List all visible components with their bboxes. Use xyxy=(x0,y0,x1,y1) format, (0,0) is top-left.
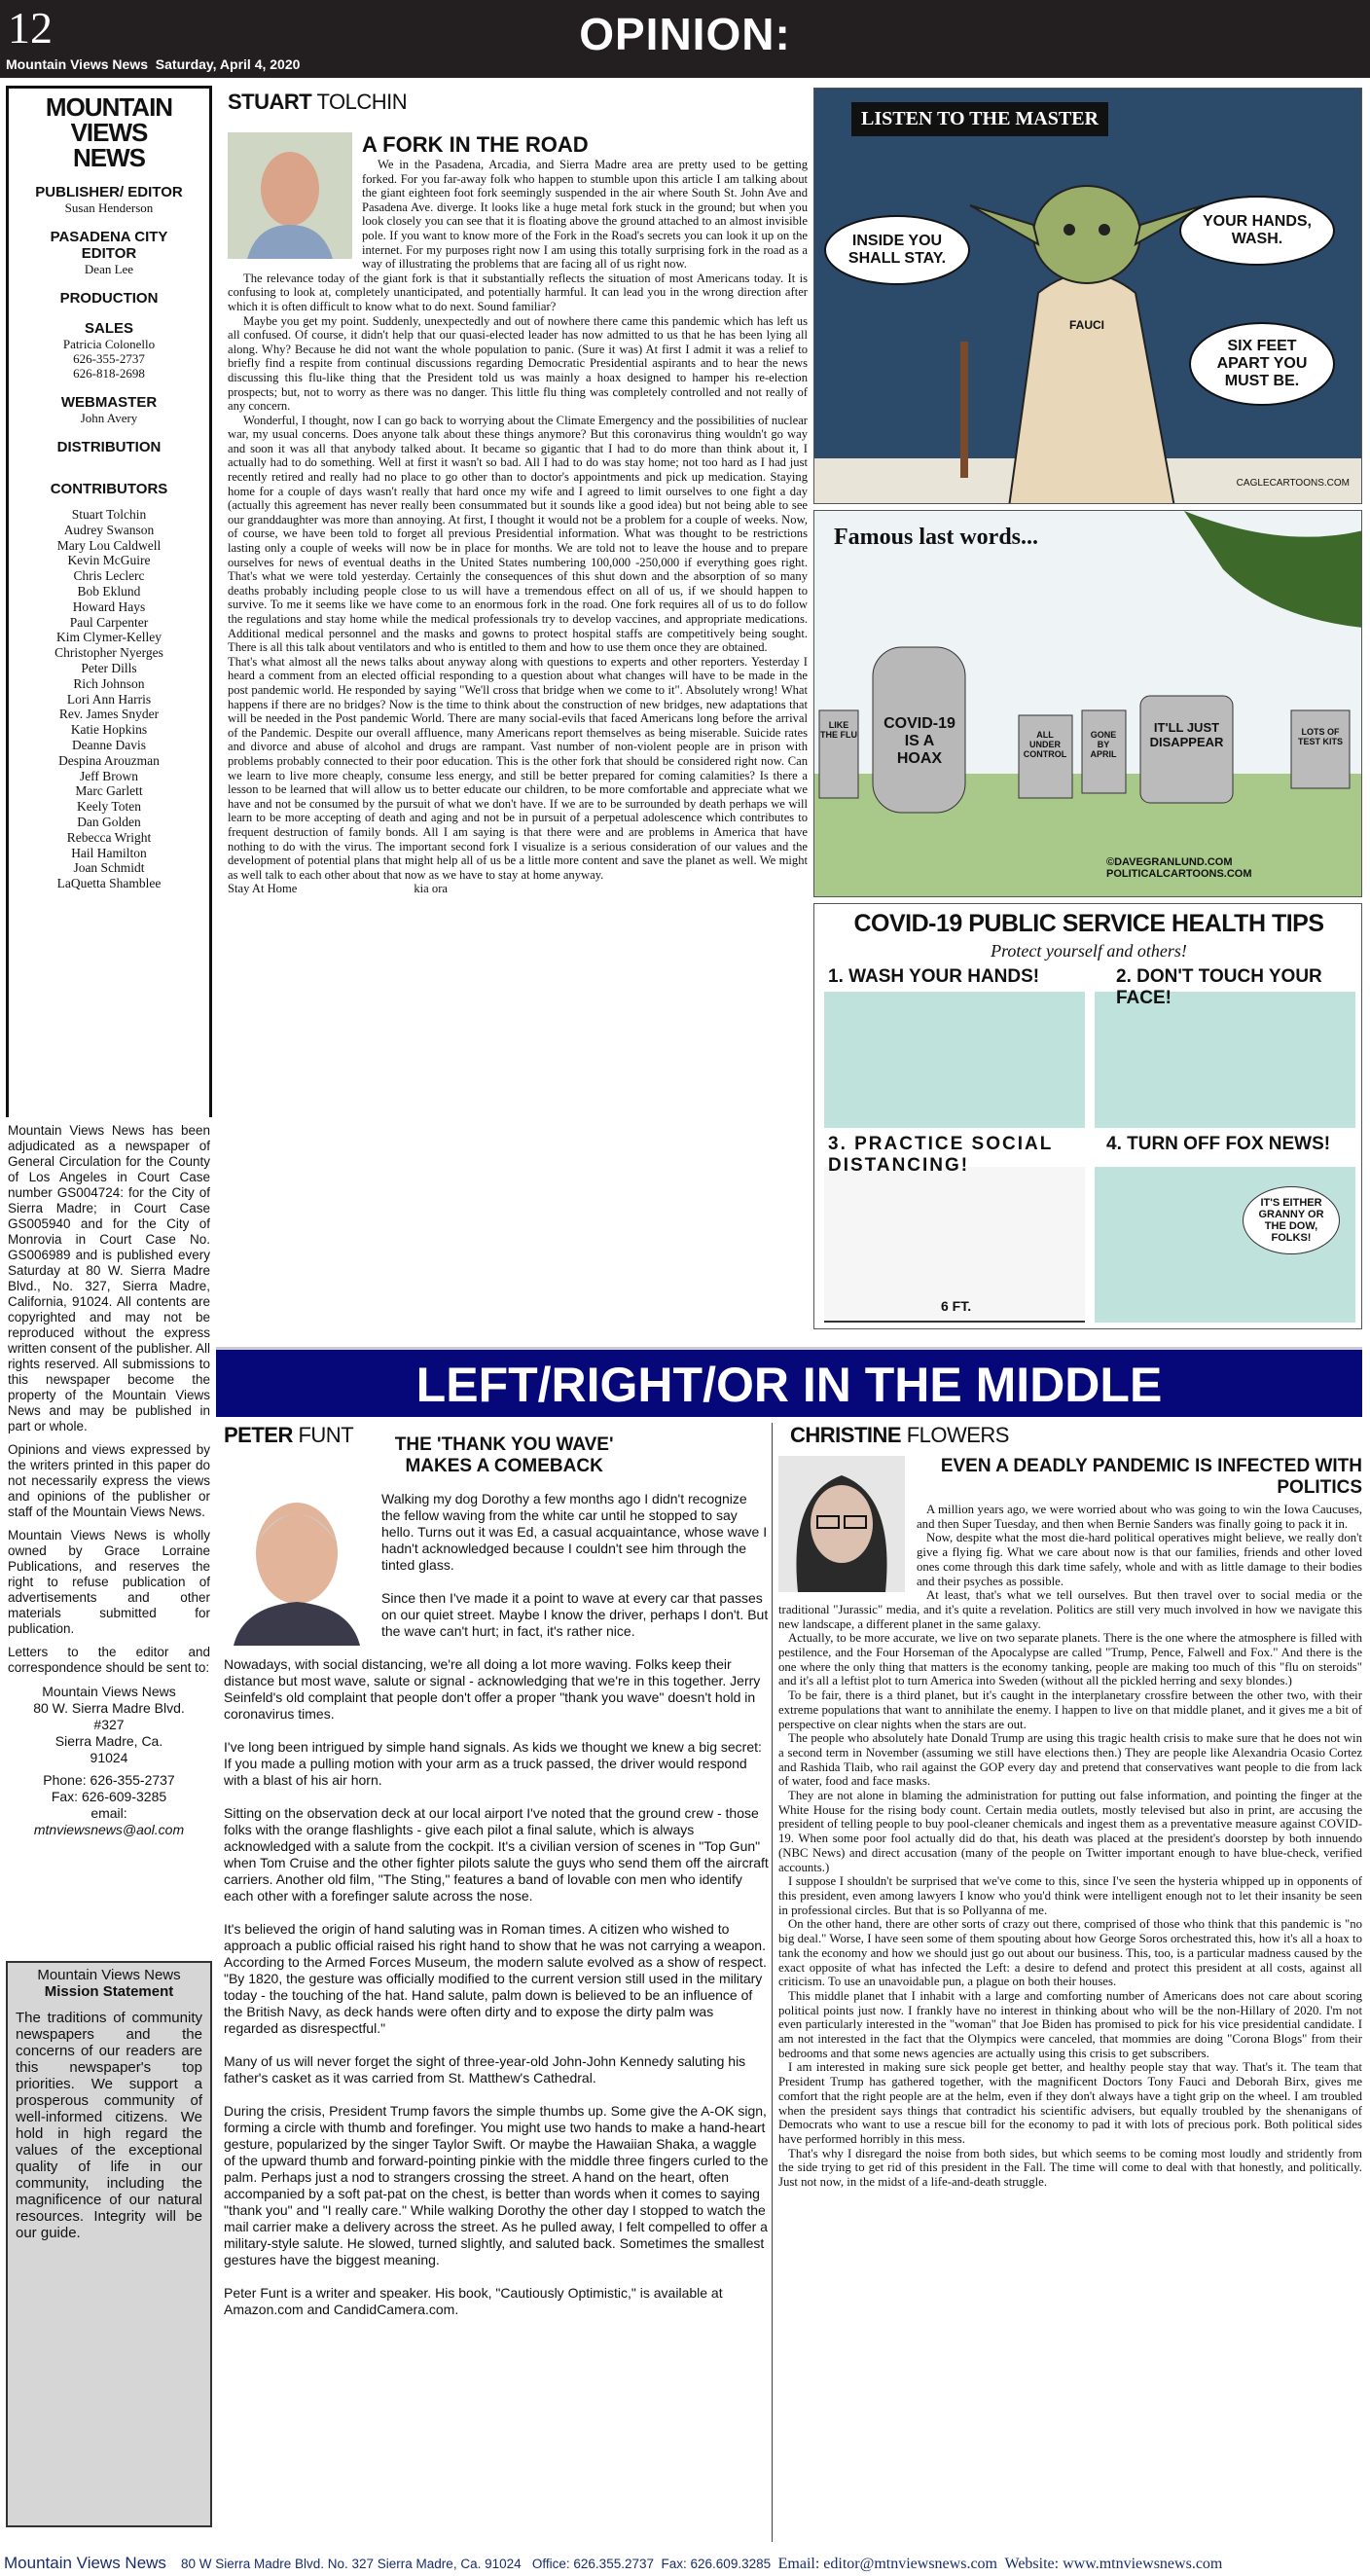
tombstone-text: LOTS OF TEST KITS xyxy=(1297,727,1343,746)
cartoon-title: COVID-19 PUBLIC SERVICE HEALTH TIPS xyxy=(853,910,1324,937)
byline xyxy=(228,90,808,115)
staff-role: PUBLISHER/ EDITOR xyxy=(35,184,183,200)
dateline xyxy=(6,56,300,72)
section-banner: LEFT/RIGHT/OR IN THE MIDDLE xyxy=(216,1347,1362,1417)
article-funt xyxy=(224,1423,769,2335)
article-body xyxy=(778,1503,1362,2190)
cartoons-column xyxy=(813,88,1362,1335)
paragraph: We in the Pasadena, Arcadia, and Sierra Madre area are pretty used to be getting forked. For you far-away folk who happen to stumble upon this article I am talking about the giant eighteen foot fork seemingly suspended in the air where South St. John Ave and Pasadena Ave. diverge. It looks like a huge metal fork stuck in the ground; but when you look closely you can see that it is floating above the ground attached to an almost invisible pole. If you want to know more of the Fork in the Road's secrets you can look it up on the internet. For my purposes right now I am using this totally surprising fork in the road as a way of illustrating the problems that are facing all of us right now. xyxy=(362,158,808,272)
author-photo xyxy=(778,1456,905,1592)
tombstone-text: COVID-19 IS A HOAX xyxy=(883,715,955,767)
paragraph: Walking my dog Dorothy a few months ago I didn't recognize the fellow waving from the white car until he stopped to say hello. Turns out it was Ed, a casual acquaintance, whose wave I hadn't acknowledged because I couldn't see him through the tinted glass. xyxy=(381,1491,768,1573)
author-first: STUART xyxy=(228,90,312,114)
sidebar-masthead xyxy=(6,86,212,1844)
tip-label: 1. WASH YOUR HANDS! xyxy=(828,966,1040,987)
paragraph: During the crisis, President Trump favors the simple thumbs up. Some give the A-OK sign, forming a circle with thumb and forefinger. You might use two hands to make a hand-heart gesture, popularized by the singer Taylor Swift. Or maybe the Hawaiian Shaka, a waggle of the upward thumb and forward-pointing pinkie with the middle three fingers curled to the palm. Perhaps just a nod to strangers crossing the street. A hand on the heart, often accompanied by a soft pat-pat on the chest, is better than words when it comes to saying "thank you" and "I really care." While walking Dorothy the other day I stopped to watch the mail carrier make a delivery across the street. As he pulled away, I felt compelled to offer a military-style salute. He slowed, turned slightly, and saluted back. Sometimes the smallest gestures have the biggest meaning. xyxy=(224,2103,769,2268)
contact-info: Phone: 626-355-2737 Fax: 626-609-3285 email: xyxy=(43,1772,175,1821)
signoff xyxy=(228,882,808,896)
issue-date: Saturday, April 4, 2020 xyxy=(155,56,301,72)
paragraph: Since then I've made it a point to wave at every car that passes on our quiet street. Maybe I know the driver, perhaps I don't. But the wave can't hurt; in fact, it's rather nice. xyxy=(381,1590,769,1639)
mailing-address: Mountain Views News 80 W. Sierra Madre Blvd. #327 Sierra Madre, Ca. 91024 xyxy=(33,1684,185,1765)
paragraph: A million years ago, we were worried about who was going to win the Iowa Caucuses, and then Super Tuesday, and then when Bernie Sanders was finally going to pack it in. xyxy=(917,1503,1362,1531)
author-last: FUNT xyxy=(298,1423,354,1447)
mission-paper: Mountain Views News xyxy=(37,1967,181,1983)
cartoon-subtitle: Protect yourself and others! xyxy=(991,941,1187,961)
paragraph: Peter Funt is a writer and speaker. His book, "Cautiously Optimistic," is available at Amazon.com and CandidCamera.com. xyxy=(224,2285,723,2317)
mission-text: The traditions of community newspapers and the concerns of our readers are this newspaper's top priorities. We support a prosperous community of well-informed citizens. We hold in high regard the values of the exceptional quality of life in our community, including the magnificence of our natural resources. Integrity will be our guide. xyxy=(16,2010,202,2241)
staff-names: Susan Henderson xyxy=(64,200,154,215)
paragraph: On the other hand, there are other sorts of crazy out there, comprised of those who think that this pandemic is "no big deal." Worse, I have seen some of them spouting about how George Soros orchestrated this, how it's all a hoax to tank the economy and how we should just go out about our business. This, too, is a particular madness caused by the exact opposite of what has infected the Left: a desire to defend and protect this president at all costs, against all criticism. To use an unavoidable pun, a plague on both their houses. xyxy=(778,1917,1362,1989)
speech-bubble: IT'S EITHER GRANNY OR THE DOW, FOLKS! xyxy=(1243,1186,1340,1254)
page-footer xyxy=(4,2554,1366,2573)
footer-fax: Fax: 626.609.3285 xyxy=(661,2557,772,2571)
paragraph: I've long been intrigued by simple hand signals. As kids we thought we knew a big secret: If you made a pulling motion with your arm as a truck passed, the driver would respond with a blast of his air horn. xyxy=(224,1739,762,1788)
cartoon-famous-last-words xyxy=(813,510,1362,897)
footer-office: Office: 626.355.2737 xyxy=(531,2557,654,2571)
staff-role: SALES xyxy=(84,320,133,337)
article-flowers xyxy=(778,1423,1362,2190)
email-link[interactable]: mtnviewsnews@aol.com xyxy=(33,1822,185,1837)
staff-role: PASADENA CITY EDITOR xyxy=(50,229,168,262)
signoff-text: Stay At Home xyxy=(228,882,298,896)
tombstone-text: ALL UNDER CONTROL xyxy=(1023,730,1067,759)
tip-label: 2. DON'T TOUCH YOUR FACE! xyxy=(1116,966,1322,1008)
footer-website[interactable]: Website: www.mtnviewsnews.com xyxy=(1004,2556,1223,2572)
author-photo xyxy=(224,1485,370,1646)
article-tolchin xyxy=(228,90,808,896)
author-last: TOLCHIN xyxy=(316,90,408,114)
footer-address: 80 W Sierra Madre Blvd. No. 327 Sierra Madre, Ca. 91024 xyxy=(180,2557,522,2571)
speech-bubble: YOUR HANDS, WASH. xyxy=(1179,196,1335,266)
author-first: CHRISTINE xyxy=(790,1423,902,1447)
byline xyxy=(790,1423,1362,1448)
distance-label: 6 FT. xyxy=(941,1298,972,1314)
paragraph: I am interested in making sure sick people get better, and healthy people stay that way. That's it. The team that President Trump has gathered together, with the magnificent Doctors Tony Fauci and Deborah Birx, gives me comfort that the right people are at the helm, even if they don't always have a tight grip on the wheel. I am troubled when the president says things that contradict his scientific advisers, but equally troubled by the shenanigans of Democrats who want to use a rescue bill for the economy to pad it with lots of precious pork. Both political sides have performed horribly in this mess. xyxy=(778,2060,1362,2146)
paragraph: The people who absolutely hate Donald Trump are using this tragic health crisis to make sure that he does not win a second term in November (assuming we still have elections then.) They are people like Alexandria Ocasio Cortez and Rashida Tlaib, who rail against the GOP every day and pretend that conservatives want people to die from lack of water, food and face masks. xyxy=(778,1731,1362,1789)
tip-label: 4. TURN OFF FOX NEWS! xyxy=(1106,1134,1331,1154)
cartoon-title: Famous last words... xyxy=(834,525,1039,550)
page-header xyxy=(0,0,1370,78)
staff-names: John Avery xyxy=(80,411,138,425)
staff-role: PRODUCTION xyxy=(59,290,159,307)
paragraph: It's believed the origin of hand saluting was in Roman times. A citizen who wished to approach a public official raised his right hand to show that he was not carrying a weapon. According to the Armed Forces Museum, the modern salute evolved as a show of respect. "By 1820, the gesture was officially modified to the current version still used in the military today - the touching of the hat. Hand salute, palm down is believed to be an influence of the British Navy, as deck hands were often dirty and to expose the dirty palm was regarded as disrespectful." xyxy=(224,1921,767,2036)
paper-name: Mountain Views News xyxy=(6,56,148,72)
byline xyxy=(224,1423,353,1448)
paragraph: Wonderful, I thought, now I can go back to worrying about the Climate Emergency and the possibilities of nuclear war, my usual concerns. Does anyone talk about these things anymore? But this coronavirus thing wouldn't go way and soon it was all that anybody talked about. It became so gigantic that I had to do more than think about it, I actually had to do something. Well at first it wasn't so bad. All I had to do was stay home; not too hard as I had just recently retired and really had no place to go other than to doctor's appointments and pick up medication. Staying home for a couple of days wasn't really that hard once my wife and I agreed to limit ourselves to one fight a day (actually this agreement has never really been consummated but it sounds like a good idea) but not being able to see our granddaughter was more than annoying. At first, I thought it would not be a problem for a couple of weeks. Now, of course, we have been told to forget all previous Presidential information. What was thought to be restrictions lasting only a couple of weeks will now be in place for months. We are told not to leave the house and to prepare ourselves for news of eventual deaths in the United States numbering 100,000 -250,000 if everything goes right. That's what we were told yesterday. Certainly the consequences of this shut down and the absorption of so many deaths probably including people close to us will have a tremendous effect on all of us, if we should happen to survive. To me it seems like we have come to an enormous fork in the road. One fork requires all of us to do follow the regulations and stay home while the medical professionals try to develop vaccines, and appropriate medications. Additional medical personnel and the masks and gowns to protect hospital staffs are competitively being sought. There is all this talk about ventilators and who is entitled to them and how to use them once they are obtained. xyxy=(228,413,808,655)
paragraph: The relevance today of the giant fork is that it substantially reflects the situation of most Americans today. It is confusing to look at, completely unanticipated, and potentially harmful. It can lead you in the wrong direction after which it is often difficult to know what to do next. Sound familiar? xyxy=(228,271,808,313)
mission-heading: Mission Statement xyxy=(44,1983,174,2000)
tombstone-text: LIKE THE FLU xyxy=(820,720,857,740)
tip-panel xyxy=(824,992,1085,1128)
staff-names: Patricia Colonello 626-355-2737 626-818-2698 xyxy=(62,337,156,381)
author-last: FLOWERS xyxy=(906,1423,1009,1447)
tip-panel xyxy=(1095,992,1355,1128)
paragraph: Nowadays, with social distancing, we're all doing a lot more waving. Folks keep their distance but most wave, salute or signal - acknowledging that we're in this together. Jerry Seinfeld's old complaint that people don't offer a proper "thank you wave" doesn't hold in coronavirus times. xyxy=(224,1656,761,1722)
tombstone-text: GONE BY APRIL xyxy=(1090,730,1117,759)
tombstone-text: IT'LL JUST DISAPPEAR xyxy=(1149,720,1224,749)
legal-paragraph: Mountain Views News has been adjudicated as a newspaper of General Circulation for the County of Los Angeles in Court Case number GS004724: for the City of Sierra Madre; in Court Case GS005940 and for the City of Monrovia in Court Case No. GS006989 and is published every Saturday at 80 W. Sierra Madre Blvd., No. 327, Sierra Madre, California, 91024. All contents are copyrighted and may not be reproduced without the express written consent of the publisher. All rights reserved. All submissions to this newspaper become the property of the Mountain Views News and may be published in part or whole. xyxy=(8,1123,210,1433)
footer-paper: Mountain Views News xyxy=(4,2554,166,2572)
paragraph: Now, despite what the most die-hard political operatives might believe, we really don't give a flying fig. What we care about now is that our families, friends and other loved ones come through this dark time safely, whole and with as little damage to their bodies and their psyches as possible. xyxy=(917,1531,1362,1588)
paragraph: They are not alone in blaming the administration for putting out false information, and pointing the finger at the White House for the rising body count. Certain media outlets, mostly televised but also in print, are accusing the president of telling people to buy pool-cleaner chemicals and ingest them as a preventative measure against COVID-19. When some poor fool actually did do that, his death was placed at the president's doorstep by both innuendo (NBC News) and direct accusation (many of the people on Twitter important enough to have blue-check, verified accounts.) xyxy=(778,1789,1362,1874)
author-first: PETER xyxy=(224,1423,293,1447)
article-body xyxy=(228,158,808,896)
contributors-list: Stuart Tolchin Audrey Swanson Mary Lou Caldwell Kevin McGuire Chris Leclerc Bob Eklund Howard Hays Paul Carpenter Kim Clymer-Kelley Christopher Nyerges Peter Dills Rich Johnson Lori Ann Harris Rev. James Snyder Katie Hopkins Deanne Davis Despina Arouzman Jeff Brown Marc Garlett Keely Toten Dan Golden Rebecca Wright Hail Hamilton Joan Schmidt LaQuetta Shamblee xyxy=(54,507,163,891)
paragraph: I suppose I shouldn't be surprised that we've come to this, since I've seen the hysteria whipped up in opponents of this president, even among lawyers I know who you'd think were intelligent enough not to let their insanity be seen in professional circles. But that is so Pollyanna of me. xyxy=(778,1874,1362,1917)
legal-notice xyxy=(6,1123,212,1676)
fauci-label: FAUCI xyxy=(1069,318,1104,332)
article-title: THE 'THANK YOU WAVE' MAKES A COMEBACK xyxy=(394,1434,614,1476)
paragraph: Many of us will never forget the sight of three-year-old John-John Kennedy saluting his father's casket as it was carried from St. Matthew's Cathedral. xyxy=(224,2053,746,2086)
legal-paragraph: Letters to the editor and correspondence should be sent to: xyxy=(8,1645,210,1675)
staff-role: DISTRIBUTION xyxy=(56,439,162,455)
paragraph: Sitting on the observation deck at our local airport I've noted that the ground crew - those folks with the orange flashlights - give each pilot a final salute, which is always acknowledged with a salute from the cockpit. It's a civilian version of scenes in "Top Gun" when Tom Cruise and the other fighter pilots salute the guys who send them off the aircraft carriers. Another old film, "The Sting," features a band of lovable con men who identify each other with a forefinger salute across the nose. xyxy=(224,1805,769,1904)
legal-paragraph: Mountain Views News is wholly owned by Grace Lorraine Publications, and reserves the right to refuse publication of advertisements and other materials submitted for publication. xyxy=(8,1528,210,1636)
speech-bubble: INSIDE YOU SHALL STAY. xyxy=(824,215,970,285)
contributors-heading: CONTRIBUTORS xyxy=(50,481,168,497)
paragraph: That's why I disregard the noise from both sides, but which seems to be coming most loudly and stridently from the side trying to get rid of this president in the Fall. The time will come to deal with that honestly, and politically. Just not now, in the midst of a life-and-death struggle. xyxy=(778,2146,1362,2190)
article-title: EVEN A DEADLY PANDEMIC IS INFECTED WITH POLITICS xyxy=(940,1456,1362,1498)
footer-email[interactable]: Email: editor@mtnviewsnews.com xyxy=(777,2556,997,2572)
cartoon-yoda-fauci xyxy=(813,88,1362,504)
mission-statement xyxy=(6,1961,212,2527)
paragraph: Actually, to be more accurate, we live on two separate planets. There is the one where the atmosphere is filled with pestilence, and the Four Horseman of the Apocalypse are called "Trump, Pence, Falwell and Fox." And there is the one where the only thing that matters is the economy tanking, people are making too much of this "flu on steroids" and it's all a leftist plot to turn America into Sweden (without all the pickled herring and sexy blondes.) xyxy=(778,1631,1362,1688)
paragraph: That's what almost all the news talks about anyway along with questions to experts and other reporters. Yesterday I heard a comment from an elected official responding to a question about what changes will have to be made in the post pandemic world. He responded by saying "We'll cross that bridge when we come to it". Absolutely wrong! What happens if there are no bridges? Now is the time to think about the construction of new bridges, new adaptations that will be needed in the Post pandemic World. There are many social-evils that faced Americans long before the arrival of the Pandemic. Despite our overall affluence, many Americans report themselves as being miserable. Suicide rates and divorce and abuse of alcohol and drugs are rampant. Vast number of non-violent people are in prison with problems probably connected to their poor education. This is the other fork that should be considered right now. Can we learn to live more cheaply, consume less energy, and still be better prepared for coming calamities? Is there a lesson to be learned that will allow us to better educate our children, to be more comfortable and appreciate what we have and not be consumed by the pursuit of what we don't have. If we are to be surrounded by death perhaps we will learn to be more accepting of death and aging and not be in pursuit of a perpetual adolescence which contributes to frequent destruction of family bonds. All I am saying is that there were and are problems in America that have nothing to do with the virus. The important second fork I visualize is a serious consideration of our values and the development of potential plans that might help all of us be a little more content and save the planet as well. We might as well talk to each other about that now as we have to stay at home anyway. xyxy=(228,654,808,882)
speech-bubble: SIX FEET APART YOU MUST BE. xyxy=(1189,322,1335,406)
page-number: 12 xyxy=(8,3,53,53)
column-divider xyxy=(772,1423,773,2542)
paragraph: Maybe you get my point. Suddenly, unexpectedly and out of nowhere there came this pandemic which has left us all confused. Of course, it didn't help that our quasi-elected leader has now admitted to us that he has been lying all along. Why? Because he did not want the whole population to panic. (Sure it was) At first I admit it was a relief to briefly find a respite from continual discussions regarding Democratic Presidential aspirants and to hear the news discussing this flu-like thing that the President told us was mainly a hoax designed to hamper his re-election prospects; but, not to worry as there was no danger. This little flu thing was completely controlled and not really of any concern. xyxy=(228,313,808,414)
staff-role: WEBMASTER xyxy=(60,394,158,411)
paragraph: At least, that's what we tell ourselves. But then travel over to social media or the traditional "Jurassic" media, and it's quite a revelation. Politics are still very much involved in how we navigate this new landscape, a different planet in the same galaxy. xyxy=(778,1588,1362,1631)
masthead-title: MOUNTAIN VIEWS NEWS xyxy=(45,92,173,172)
section-title: OPINION: xyxy=(579,9,791,59)
cartoon-title: LISTEN TO THE MASTER xyxy=(851,102,1108,136)
cartoon-credit: ©DAVEGRANLUND.COM POLITICALCARTOONS.COM xyxy=(1106,856,1252,880)
cartoon-credit: CAGLECARTOONS.COM xyxy=(1236,478,1350,489)
tip-label: 3. PRACTICE SOCIAL DISTANCING! xyxy=(828,1134,1053,1176)
paragraph: This middle planet that I inhabit with a large and comforting number of Americans does not care about scoring political points just now. I frankly have no interest in thinking about who will be the non-Hillary of 2020. I'm not even particularly interested in the "woman" that Joe Biden has promised to pick for his vice presidential candidate. I am not interested in the fact that the Olympics were canceled, that mommies are doing "Corona Blogs" from their bedrooms and that some news agencies are actually using this crisis to get subscribers. xyxy=(778,1988,1362,2060)
cartoon-health-tips xyxy=(813,903,1362,1329)
legal-paragraph: Opinions and views expressed by the writers printed in this paper do not necessarily express the views and opinions of the publisher or staff of the Mountain Views News. xyxy=(8,1442,210,1519)
author-photo xyxy=(228,132,352,259)
signoff-text-2: kia ora xyxy=(414,882,448,896)
paragraph: To be fair, there is a third planet, but it's caught in the interplanetary crossfire between the other two, with their extreme populations that want to annihilate the enemy. I happen to live on that middle planet, and it gives me a bit of perspective on clear nights when the stars are out. xyxy=(778,1688,1362,1731)
staff-names: Dean Lee xyxy=(84,262,134,276)
article-title: A FORK IN THE ROAD xyxy=(362,132,589,157)
